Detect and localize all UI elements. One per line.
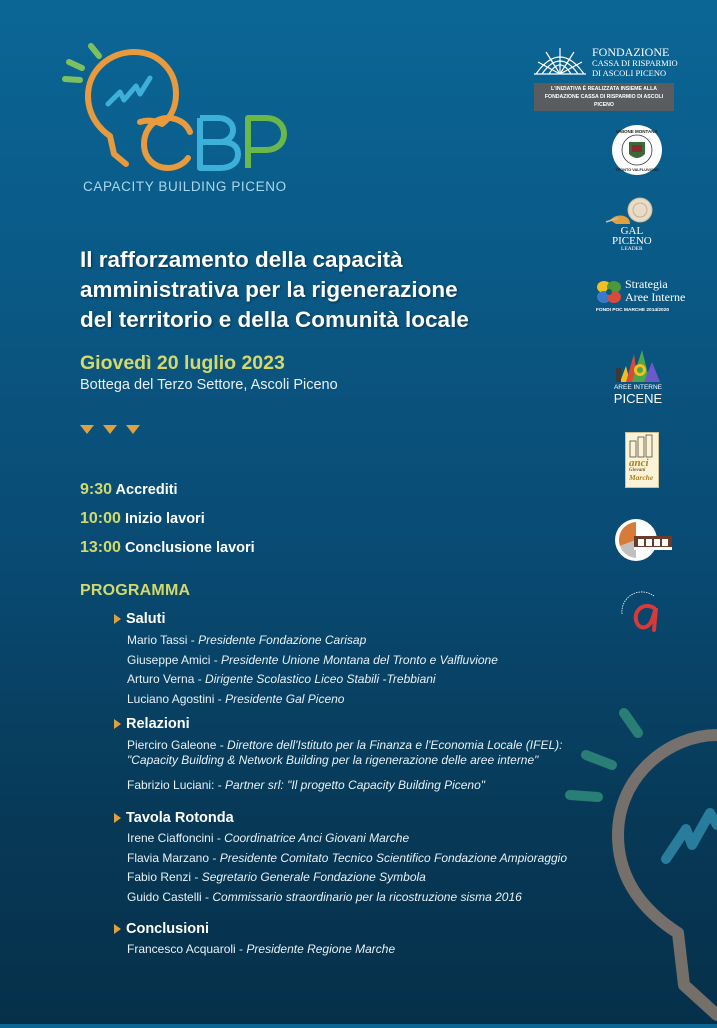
fondazione-line: FONDAZIONE <box>592 45 670 59</box>
speaker-talk-title: "Capacity Building & Network Building per la rigenerazione delle aree interne" <box>127 753 539 767</box>
gal-line: PICENO <box>612 235 652 247</box>
section-relazioni <box>114 714 562 796</box>
logo-gal-piceno <box>602 196 662 258</box>
speaker-name: Mario Tassi - <box>127 633 199 647</box>
speaker-name: Francesco Acquaroli - <box>127 942 247 956</box>
clover-icon <box>596 279 622 305</box>
speaker-row <box>127 776 562 796</box>
speaker-name: Irene Ciaffoncini - <box>127 831 225 845</box>
cbp-tagline: CAPACITY BUILDING PICENO <box>83 179 287 194</box>
speaker-name: Pierciro Galeone - <box>127 738 228 752</box>
triangle-down-icon <box>103 425 117 434</box>
fan-icon <box>532 44 588 76</box>
decorative-triangles <box>80 425 140 434</box>
speaker-row <box>127 631 498 651</box>
seal-top-text: UNIONE MONTANA <box>616 129 658 134</box>
schedule-row <box>80 509 255 538</box>
schedule-row <box>80 538 255 567</box>
speaker-role: Segretario Generale Fondazione Symbola <box>201 870 426 884</box>
speaker-name: Arturo Verna - <box>127 672 206 686</box>
aree-line: AREE INTERNE <box>613 384 663 391</box>
speaker-row <box>127 690 498 710</box>
decorative-bulb <box>550 695 717 1024</box>
anci-text <box>629 458 653 482</box>
speaker-name: Flavia Marzano - <box>127 850 220 865</box>
banner-line: FONDAZIONE CASSA DI RISPARMIO DI ASCOLI PICENO <box>544 94 664 108</box>
schedule-row <box>80 480 255 509</box>
lightbulb-icon <box>58 36 308 181</box>
speaker-row <box>127 670 498 690</box>
speaker-role: Partner srl: "Il progetto Capacity Building Piceno" <box>225 778 486 792</box>
triangle-down-icon <box>126 425 140 434</box>
speaker-role: Direttore dell'Istituto per la Finanza e l'Economia Locale (IFEL): <box>227 738 563 752</box>
speaker-row <box>127 651 498 671</box>
schedule-time: 9:30 <box>80 481 113 498</box>
logo-fondazione-ampioraggio <box>614 590 668 636</box>
strategia-line: Strategia <box>625 277 668 291</box>
section-tavola-rotonda <box>114 808 567 907</box>
section-title-text: Conclusioni <box>126 921 209 937</box>
school-emblem-icon <box>614 516 674 564</box>
city-icon <box>626 433 658 459</box>
speaker-role: Dirigente Scolastico Liceo Stabili -Trebbiani <box>205 672 436 686</box>
schedule-label: Inizio lavori <box>124 511 205 527</box>
event-title <box>80 245 540 335</box>
speaker-row <box>127 829 567 849</box>
speaker-name: Fabio Renzi - <box>127 870 202 884</box>
fondazione-name <box>592 46 682 78</box>
section-title <box>114 919 395 939</box>
speaker-role: Presidente Fondazione Carisap <box>198 633 367 647</box>
alpha-emblem-icon <box>614 590 668 636</box>
section-saluti <box>114 609 498 709</box>
schedule-time: 13:00 <box>80 539 121 556</box>
fondazione-line: CASSA DI RISPARMIO <box>592 58 678 68</box>
speaker-name: Luciano Agostini - <box>127 691 226 706</box>
anci-line: anci <box>629 457 649 469</box>
logo-unione-montana <box>611 124 663 176</box>
schedule-label: Accrediti <box>115 482 178 498</box>
speaker-name: Giuseppe Amici - <box>127 652 222 667</box>
speaker-row <box>127 738 562 768</box>
triangle-right-icon <box>114 719 121 729</box>
aree-interne-text <box>608 384 668 405</box>
event-venue: Bottega del Terzo Settore, Ascoli Piceno <box>80 377 338 393</box>
banner-line: L'INIZIATIVA È REALIZZATA INSIEME ALLA <box>550 86 658 92</box>
schedule-time: 10:00 <box>80 510 121 527</box>
strategia-footer: FONDI POC MARCHE 2014/2020 <box>596 308 670 313</box>
section-title-text: Relazioni <box>126 716 190 732</box>
speaker-row <box>127 849 567 869</box>
title-line: del territorio e della Comunità locale <box>80 307 469 332</box>
title-line: Il rafforzamento della capacità <box>80 247 403 272</box>
gal-line: GAL <box>620 225 644 237</box>
section-conclusioni <box>114 919 395 960</box>
speaker-role: Presidente Gal Piceno <box>225 691 345 706</box>
section-title-text: Saluti <box>126 611 166 627</box>
triangle-right-icon <box>114 924 121 934</box>
speaker-role: Presidente Comitato Tecnico Scientifico Fondazione Ampioraggio <box>219 850 568 865</box>
aree-line: PICENE <box>613 391 663 406</box>
speaker-name: Fabrizio Luciani: - <box>127 778 226 792</box>
logo-liceo-stabili-trebbiani <box>614 516 674 564</box>
section-title-text: Tavola Rotonda <box>126 810 234 826</box>
triangle-right-icon <box>114 614 121 624</box>
strategia-text <box>625 278 685 304</box>
logo-aree-interne-picene <box>608 348 668 408</box>
speaker-row <box>127 940 395 960</box>
section-title <box>114 714 562 734</box>
logo-anci-giovani-marche <box>625 432 659 488</box>
fondazione-banner <box>534 83 674 111</box>
strategia-line: Aree Interne <box>625 290 686 304</box>
gal-line: LEADER <box>621 246 643 252</box>
title-line: amministrativa per la rigenerazione <box>80 277 458 302</box>
programma-heading: PROGRAMMA <box>80 582 191 599</box>
anci-line: Marche <box>629 473 654 482</box>
triangle-down-icon <box>80 425 94 434</box>
speaker-role: Presidente Regione Marche <box>246 942 396 956</box>
fondazione-line: DI ASCOLI PICENO <box>592 68 667 78</box>
logo-strategia-aree-interne <box>596 278 696 320</box>
speaker-role: Presidente Unione Montana del Tronto e Valfluvione <box>221 652 498 667</box>
speaker-row <box>127 888 567 908</box>
speaker-role: Commissario straordinario per la ricostruzione sisma 2016 <box>212 889 522 904</box>
speaker-role: Coordinatrice Anci Giovani Marche <box>224 831 410 845</box>
lightbulb-icon <box>550 695 717 1024</box>
anci-line: Giovani <box>629 468 646 473</box>
seal-bottom-text: TRONTO VALFLUVIONE <box>615 168 659 172</box>
speaker-name: Guido Castelli - <box>127 889 213 904</box>
gal-text <box>612 226 652 253</box>
seal-icon <box>611 124 663 176</box>
section-title <box>114 808 567 828</box>
schedule <box>80 480 255 567</box>
mountains-icon <box>608 348 668 384</box>
cbp-logo <box>58 36 308 196</box>
speaker-row <box>127 868 567 888</box>
event-date: Giovedì 20 luglio 2023 <box>80 352 285 374</box>
snail-icon <box>602 196 662 228</box>
triangle-right-icon <box>114 813 121 823</box>
schedule-label: Conclusione lavori <box>124 540 255 556</box>
section-title <box>114 609 498 629</box>
